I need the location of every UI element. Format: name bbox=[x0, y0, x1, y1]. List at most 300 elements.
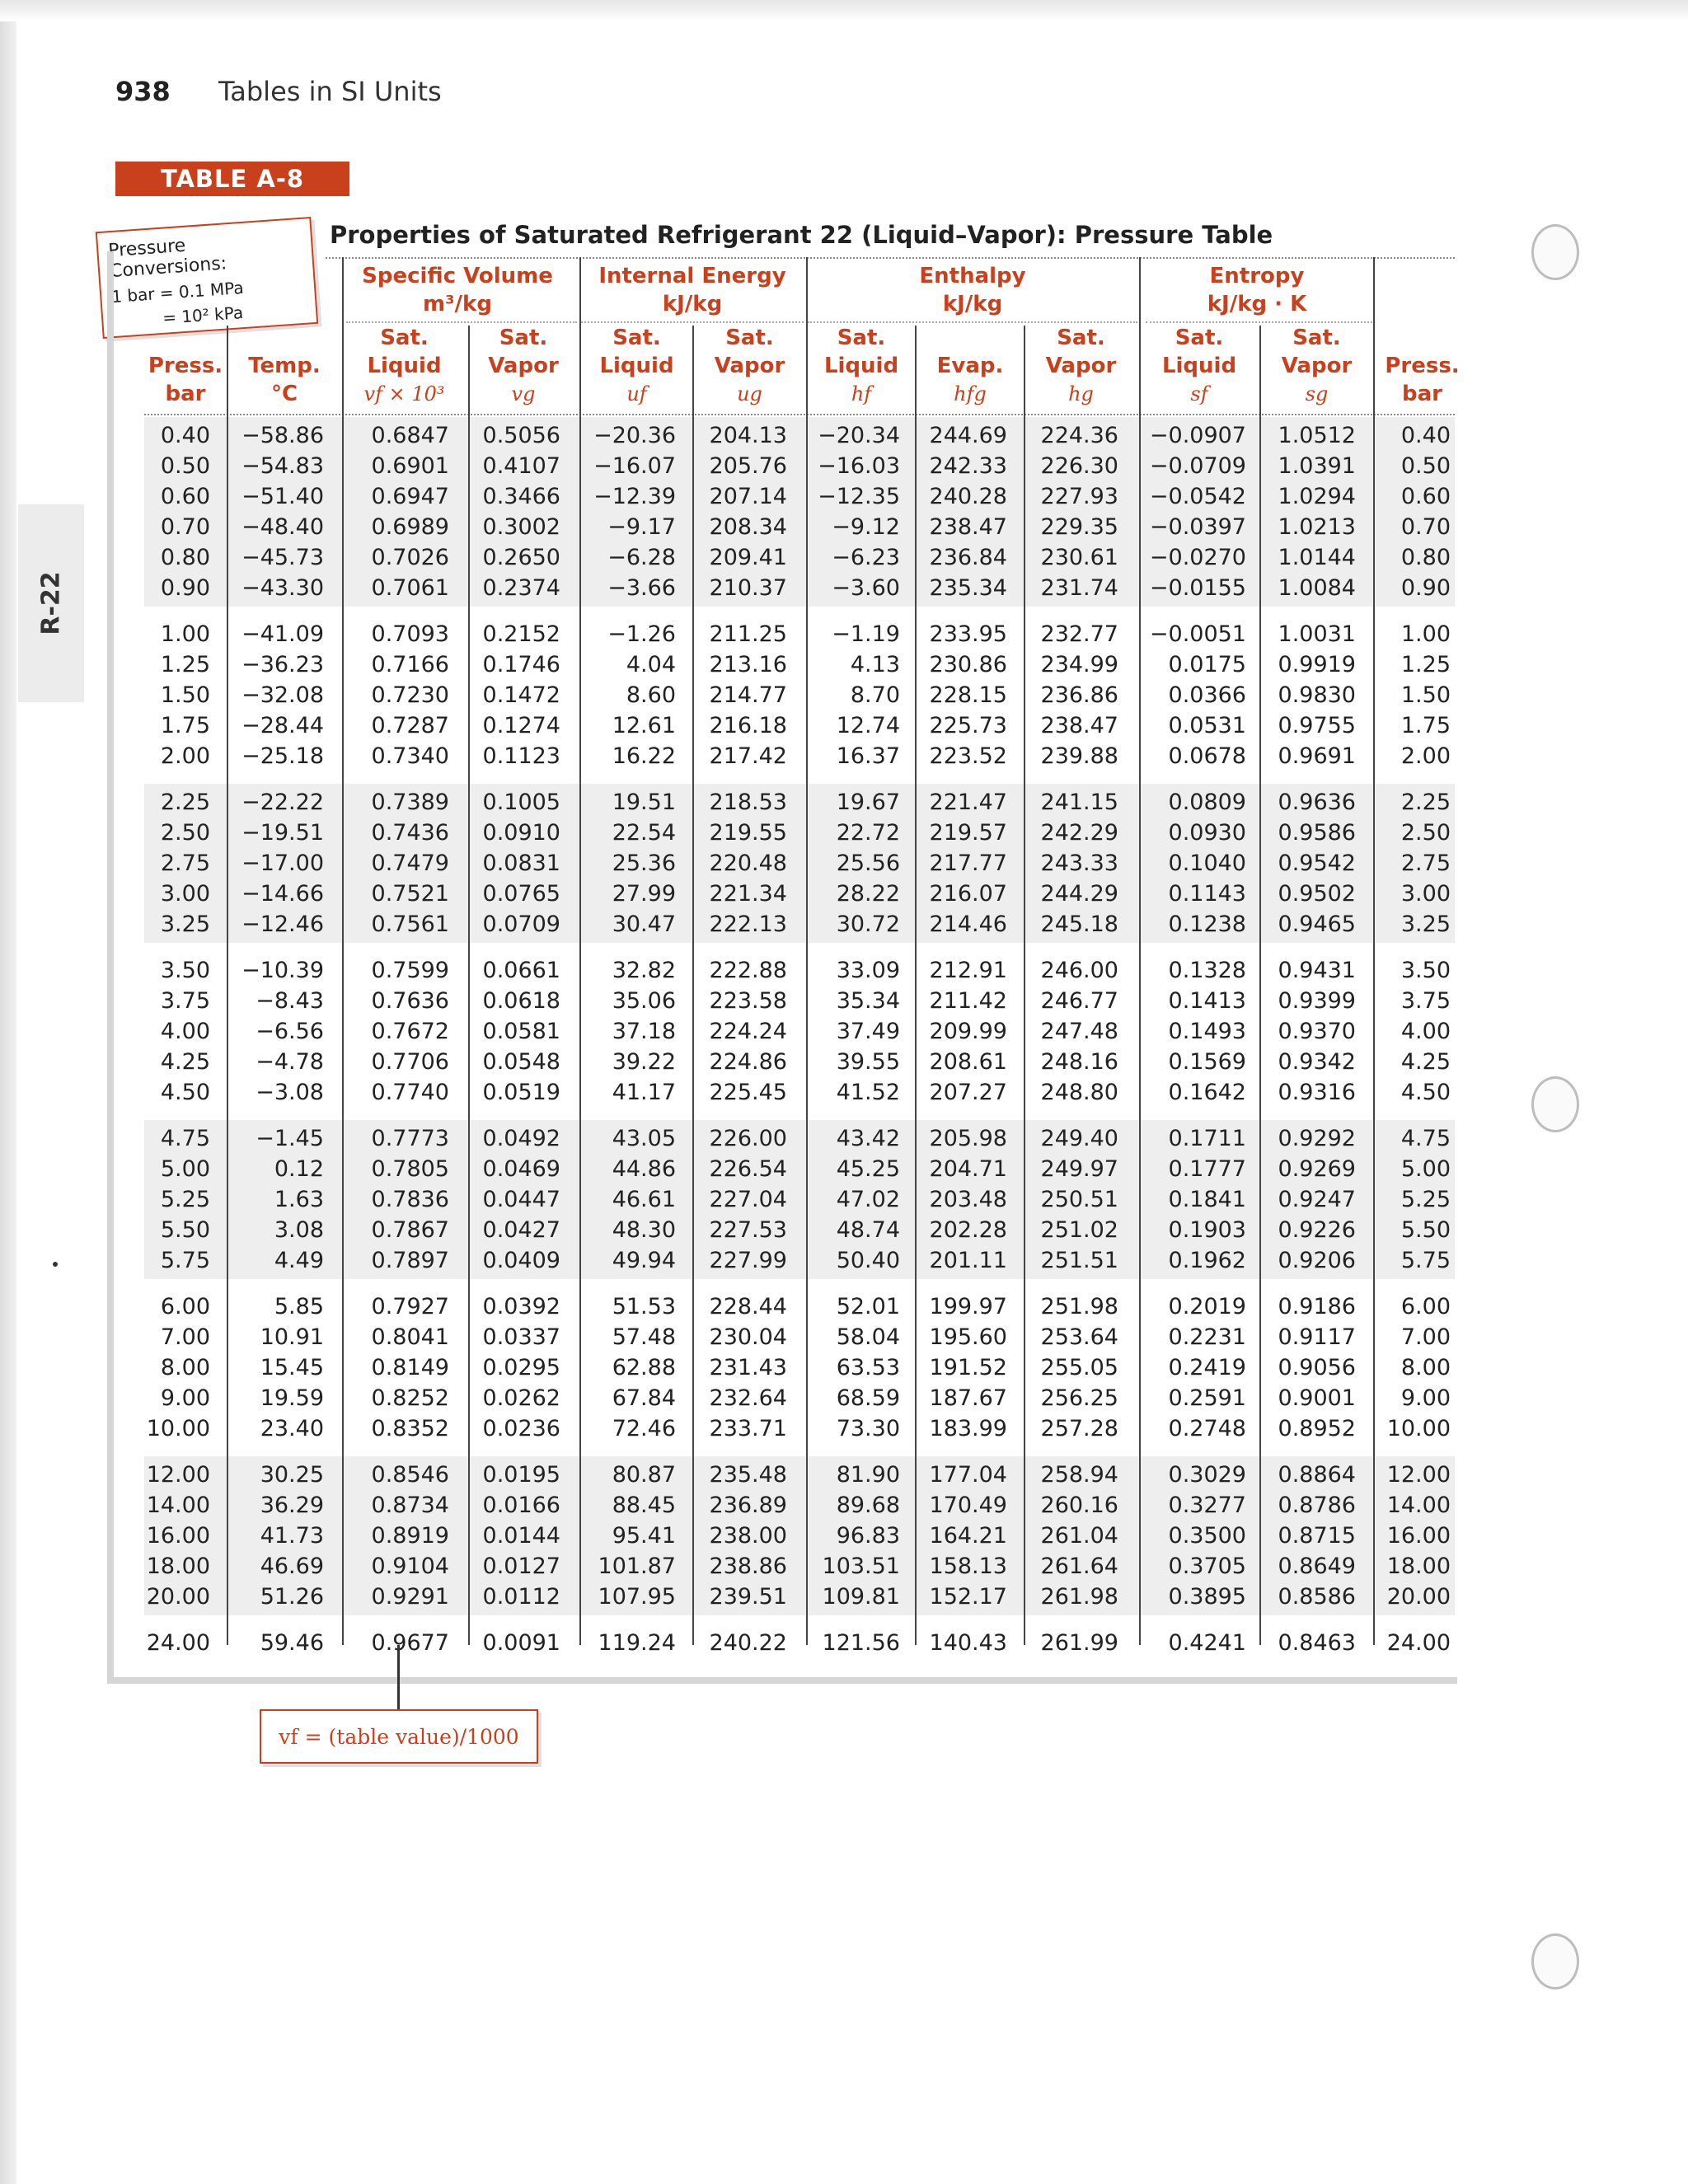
cell-hfg: 177.04 bbox=[929, 1462, 1007, 1488]
table-row bbox=[0, 1215, 1688, 1245]
cell-vf: 0.7836 bbox=[371, 1187, 449, 1212]
cell-hfg: 195.60 bbox=[929, 1324, 1007, 1350]
cell-pressure-right: 18.00 bbox=[1386, 1554, 1451, 1579]
cell-vg: 0.0661 bbox=[482, 958, 560, 983]
group-units: kJ/kg bbox=[662, 292, 723, 316]
cell-vf: 0.6947 bbox=[371, 484, 449, 509]
table-row bbox=[0, 986, 1688, 1016]
cell-temperature: −25.18 bbox=[241, 743, 324, 769]
cell-hg: 242.29 bbox=[1040, 820, 1118, 846]
cell-vg: 0.0236 bbox=[482, 1416, 560, 1441]
cell-hf: 81.90 bbox=[836, 1462, 900, 1488]
cell-pressure: 24.00 bbox=[146, 1630, 210, 1656]
col-head-symbol: vg bbox=[511, 382, 536, 405]
table-row bbox=[0, 818, 1688, 848]
cell-hg: 251.98 bbox=[1040, 1294, 1118, 1319]
cell-uf: 95.41 bbox=[612, 1523, 676, 1549]
cell-uf: 62.88 bbox=[612, 1355, 676, 1380]
cell-vf: 0.7773 bbox=[371, 1126, 449, 1151]
col-head-symbol: hf bbox=[851, 382, 872, 405]
cell-sg: 0.9431 bbox=[1278, 958, 1356, 983]
cell-vf: 0.7805 bbox=[371, 1156, 449, 1182]
page-edge-top bbox=[0, 0, 1688, 21]
cell-hfg: 223.52 bbox=[929, 743, 1007, 769]
cell-vg: 0.4107 bbox=[482, 453, 560, 479]
cell-pressure: 3.50 bbox=[160, 958, 210, 983]
header-bottom-rule bbox=[144, 414, 1455, 415]
cell-hg: 226.30 bbox=[1040, 453, 1118, 479]
col-head-symbol: sg bbox=[1305, 382, 1329, 405]
cell-vg: 0.1472 bbox=[482, 682, 560, 708]
cell-pressure: 5.25 bbox=[160, 1187, 210, 1212]
table-row bbox=[0, 1460, 1688, 1490]
cell-pressure-right: 16.00 bbox=[1386, 1523, 1451, 1549]
cell-hf: 73.30 bbox=[836, 1416, 900, 1441]
col-head-line2: Liquid bbox=[599, 354, 674, 378]
cell-hg: 227.93 bbox=[1040, 484, 1118, 509]
group-rule bbox=[346, 321, 577, 323]
cell-hg: 260.16 bbox=[1040, 1493, 1118, 1518]
cell-hfg: 191.52 bbox=[929, 1355, 1007, 1380]
cell-pressure-right: 4.75 bbox=[1400, 1126, 1451, 1151]
cell-hf: 121.56 bbox=[822, 1630, 900, 1656]
cell-hfg: 212.91 bbox=[929, 958, 1007, 983]
cell-ug: 232.64 bbox=[709, 1385, 787, 1411]
cell-sf: −0.0397 bbox=[1149, 514, 1246, 540]
cell-hf: 89.68 bbox=[836, 1493, 900, 1518]
footnote-box: vf = (table value)/1000 bbox=[260, 1709, 538, 1764]
cell-pressure-right: 12.00 bbox=[1386, 1462, 1451, 1488]
cell-uf: 119.24 bbox=[598, 1630, 676, 1656]
col-head-symbol: vf × 10³ bbox=[363, 382, 445, 405]
col-head-line2: bar bbox=[1402, 382, 1442, 406]
cell-uf: 101.87 bbox=[598, 1554, 676, 1579]
cell-vf: 0.6901 bbox=[371, 453, 449, 479]
cell-vg: 0.0709 bbox=[482, 912, 560, 937]
cell-temperature: −3.08 bbox=[256, 1080, 324, 1105]
cell-uf: 12.61 bbox=[612, 713, 676, 738]
cell-pressure-right: 14.00 bbox=[1386, 1493, 1451, 1518]
cell-vg: 0.0447 bbox=[482, 1187, 560, 1212]
cell-sf: −0.0907 bbox=[1149, 423, 1246, 448]
cell-vf: 0.7230 bbox=[371, 682, 449, 708]
cell-ug: 228.44 bbox=[709, 1294, 787, 1319]
cell-pressure-right: 4.50 bbox=[1400, 1080, 1451, 1105]
cell-sg: 0.9465 bbox=[1278, 912, 1356, 937]
cell-pressure: 14.00 bbox=[146, 1493, 210, 1518]
cell-vg: 0.0492 bbox=[482, 1126, 560, 1151]
cell-sf: 0.1238 bbox=[1168, 912, 1246, 937]
cell-vg: 0.0618 bbox=[482, 988, 560, 1014]
cell-pressure-right: 9.00 bbox=[1400, 1385, 1451, 1411]
cell-sf: 0.1328 bbox=[1168, 958, 1246, 983]
cell-uf: 39.22 bbox=[612, 1049, 676, 1075]
col-head-line2: bar bbox=[165, 382, 206, 406]
cell-uf: −12.39 bbox=[593, 484, 676, 509]
group-label: Enthalpy bbox=[919, 264, 1026, 288]
group-label: Specific Volume bbox=[362, 264, 553, 288]
col-head-line2: Vapor bbox=[714, 354, 785, 378]
cell-pressure-right: 6.00 bbox=[1400, 1294, 1451, 1319]
cell-pressure-right: 2.00 bbox=[1400, 743, 1451, 769]
table-row bbox=[0, 1628, 1688, 1658]
cell-vf: 0.9677 bbox=[371, 1630, 449, 1656]
table-row bbox=[0, 542, 1688, 573]
cell-vf: 0.7093 bbox=[371, 621, 449, 647]
cell-sg: 0.8649 bbox=[1278, 1554, 1356, 1579]
col-head-pressure bbox=[144, 352, 227, 408]
cell-pressure-right: 1.75 bbox=[1400, 713, 1451, 738]
group-units: kJ/kg bbox=[942, 292, 1003, 316]
cell-uf: 51.53 bbox=[612, 1294, 676, 1319]
cell-hg: 253.64 bbox=[1040, 1324, 1118, 1350]
cell-ug: 213.16 bbox=[709, 652, 787, 677]
cell-temperature: 41.73 bbox=[260, 1523, 324, 1549]
cell-hg: 248.80 bbox=[1040, 1080, 1118, 1105]
cell-vf: 0.8734 bbox=[371, 1493, 449, 1518]
group-label: Entropy bbox=[1209, 264, 1305, 288]
cell-vg: 0.0765 bbox=[482, 881, 560, 907]
cell-temperature: −41.09 bbox=[241, 621, 324, 647]
col-head-symbol: sf bbox=[1190, 382, 1208, 405]
column-rule bbox=[806, 257, 808, 1645]
cell-hf: 68.59 bbox=[836, 1385, 900, 1411]
cell-hg: 261.99 bbox=[1040, 1630, 1118, 1656]
cell-temperature: −1.45 bbox=[256, 1126, 324, 1151]
cell-sg: 0.9056 bbox=[1278, 1355, 1356, 1380]
cell-temperature: −48.40 bbox=[241, 514, 324, 540]
cell-uf: −9.17 bbox=[607, 514, 676, 540]
cell-sg: 0.9226 bbox=[1278, 1217, 1356, 1243]
cell-vg: 0.0519 bbox=[482, 1080, 560, 1105]
cell-pressure: 2.25 bbox=[160, 790, 210, 815]
cell-hf: 58.04 bbox=[836, 1324, 900, 1350]
cell-sf: 0.3895 bbox=[1168, 1584, 1246, 1610]
cell-hfg: 216.07 bbox=[929, 881, 1007, 907]
cell-hfg: 209.99 bbox=[929, 1019, 1007, 1044]
column-rule bbox=[227, 326, 228, 1645]
col-head-line1: Temp. bbox=[248, 354, 321, 378]
cell-pressure-right: 10.00 bbox=[1386, 1416, 1451, 1441]
table-row bbox=[0, 1245, 1688, 1276]
cell-hfg: 183.99 bbox=[929, 1416, 1007, 1441]
side-tab-label: R-22 bbox=[36, 571, 66, 635]
cell-hg: 232.77 bbox=[1040, 621, 1118, 647]
cell-vf: 0.7479 bbox=[371, 851, 449, 876]
cell-ug: 226.00 bbox=[709, 1126, 787, 1151]
column-rule bbox=[1259, 326, 1261, 1645]
cell-ug: 231.43 bbox=[709, 1355, 787, 1380]
cell-sf: 0.2019 bbox=[1168, 1294, 1246, 1319]
cell-uf: 107.95 bbox=[598, 1584, 676, 1610]
cell-vg: 0.0295 bbox=[482, 1355, 560, 1380]
cell-sf: 0.3500 bbox=[1168, 1523, 1246, 1549]
cell-uf: 43.05 bbox=[612, 1126, 676, 1151]
cell-hf: 8.70 bbox=[850, 682, 900, 708]
col-head-line1: Sat. bbox=[725, 326, 774, 350]
cell-hg: 244.29 bbox=[1040, 881, 1118, 907]
cell-sf: −0.0155 bbox=[1149, 575, 1246, 601]
cell-temperature: 10.91 bbox=[260, 1324, 324, 1350]
column-rule bbox=[1139, 257, 1141, 1645]
cell-hfg: 207.27 bbox=[929, 1080, 1007, 1105]
table-row bbox=[0, 909, 1688, 940]
cell-hfg: 140.43 bbox=[929, 1630, 1007, 1656]
cell-ug: 224.24 bbox=[709, 1019, 787, 1044]
cell-hf: 50.40 bbox=[836, 1248, 900, 1273]
cell-vf: 0.8252 bbox=[371, 1385, 449, 1411]
cell-uf: 22.54 bbox=[612, 820, 676, 846]
cell-ug: 214.77 bbox=[709, 682, 787, 708]
cell-sg: 0.8586 bbox=[1278, 1584, 1356, 1610]
group-specific-volume bbox=[346, 262, 569, 318]
cell-hg: 248.16 bbox=[1040, 1049, 1118, 1075]
cell-ug: 239.51 bbox=[709, 1584, 787, 1610]
cell-ug: 210.37 bbox=[709, 575, 787, 601]
cell-temperature: 46.69 bbox=[260, 1554, 324, 1579]
table-row bbox=[0, 649, 1688, 680]
cell-vg: 0.0831 bbox=[482, 851, 560, 876]
cell-sg: 1.0144 bbox=[1278, 545, 1356, 570]
cell-hg: 236.86 bbox=[1040, 682, 1118, 708]
cell-sg: 0.9186 bbox=[1278, 1294, 1356, 1319]
cell-hg: 241.15 bbox=[1040, 790, 1118, 815]
cell-ug: 222.88 bbox=[709, 958, 787, 983]
table-row bbox=[0, 955, 1688, 986]
cell-pressure-right: 3.00 bbox=[1400, 881, 1451, 907]
cell-hf: 33.09 bbox=[836, 958, 900, 983]
cell-ug: 223.58 bbox=[709, 988, 787, 1014]
cell-temperature: −36.23 bbox=[241, 652, 324, 677]
cell-pressure-right: 2.50 bbox=[1400, 820, 1451, 846]
cell-ug: 235.48 bbox=[709, 1462, 787, 1488]
cell-vf: 0.8919 bbox=[371, 1523, 449, 1549]
cell-vf: 0.7166 bbox=[371, 652, 449, 677]
cell-sf: 0.0930 bbox=[1168, 820, 1246, 846]
cell-sg: 0.9755 bbox=[1278, 713, 1356, 738]
cell-uf: 57.48 bbox=[612, 1324, 676, 1350]
cell-temperature: 36.29 bbox=[260, 1493, 324, 1518]
cell-sg: 0.9636 bbox=[1278, 790, 1356, 815]
cell-sf: −0.0270 bbox=[1149, 545, 1246, 570]
cell-vg: 0.0144 bbox=[482, 1523, 560, 1549]
cell-pressure-right: 5.00 bbox=[1400, 1156, 1451, 1182]
cell-hfg: 152.17 bbox=[929, 1584, 1007, 1610]
cell-pressure-right: 0.80 bbox=[1400, 545, 1451, 570]
cell-vf: 0.8149 bbox=[371, 1355, 449, 1380]
cell-sf: 0.0175 bbox=[1168, 652, 1246, 677]
cell-ug: 225.45 bbox=[709, 1080, 787, 1105]
cell-hg: 231.74 bbox=[1040, 575, 1118, 601]
cell-uf: −16.07 bbox=[593, 453, 676, 479]
cell-vg: 0.0427 bbox=[482, 1217, 560, 1243]
table-title: Properties of Saturated Refrigerant 22 (Liquid–Vapor): Pressure Table bbox=[330, 221, 1273, 249]
cell-hf: 22.72 bbox=[836, 820, 900, 846]
cell-pressure-right: 20.00 bbox=[1386, 1584, 1451, 1610]
cell-sg: 0.9117 bbox=[1278, 1324, 1356, 1350]
cell-sf: −0.0709 bbox=[1149, 453, 1246, 479]
col-head-line1: Sat. bbox=[612, 326, 661, 350]
cell-sf: 0.2231 bbox=[1168, 1324, 1246, 1350]
page-number: 938 bbox=[115, 76, 171, 107]
cell-vg: 0.0469 bbox=[482, 1156, 560, 1182]
cell-pressure: 0.40 bbox=[160, 423, 210, 448]
col-head-line1: Sat. bbox=[837, 326, 886, 350]
cell-pressure: 10.00 bbox=[146, 1416, 210, 1441]
cell-uf: 35.06 bbox=[612, 988, 676, 1014]
col-head-line2: Vapor bbox=[1281, 354, 1353, 378]
cell-vg: 0.2152 bbox=[482, 621, 560, 647]
cell-hg: 257.28 bbox=[1040, 1416, 1118, 1441]
cell-hfg: 217.77 bbox=[929, 851, 1007, 876]
cell-temperature: −28.44 bbox=[241, 713, 324, 738]
cell-pressure: 0.80 bbox=[160, 545, 210, 570]
cell-uf: −6.28 bbox=[607, 545, 676, 570]
cell-uf: 8.60 bbox=[626, 682, 676, 708]
column-rule bbox=[579, 257, 581, 1645]
cell-sf: 0.1711 bbox=[1168, 1126, 1246, 1151]
cell-uf: 27.99 bbox=[612, 881, 676, 907]
cell-pressure: 3.25 bbox=[160, 912, 210, 937]
cell-hf: 28.22 bbox=[836, 881, 900, 907]
cell-pressure: 2.50 bbox=[160, 820, 210, 846]
cell-hfg: 221.47 bbox=[929, 790, 1007, 815]
cell-hfg: 187.67 bbox=[929, 1385, 1007, 1411]
cell-hf: −12.35 bbox=[818, 484, 900, 509]
cell-ug: 224.86 bbox=[709, 1049, 787, 1075]
cell-hf: 35.34 bbox=[836, 988, 900, 1014]
cell-vf: 0.7740 bbox=[371, 1080, 449, 1105]
cell-pressure: 18.00 bbox=[146, 1554, 210, 1579]
cell-sf: 0.4241 bbox=[1168, 1630, 1246, 1656]
col-head-line2: Liquid bbox=[367, 354, 442, 378]
table-row bbox=[0, 481, 1688, 512]
cell-hf: 19.67 bbox=[836, 790, 900, 815]
table-row bbox=[0, 848, 1688, 879]
cell-hf: 41.52 bbox=[836, 1080, 900, 1105]
group-units: kJ/kg · K bbox=[1207, 292, 1307, 316]
col-head-line2: Vapor bbox=[488, 354, 559, 378]
cell-ug: 227.99 bbox=[709, 1248, 787, 1273]
cell-hf: 39.55 bbox=[836, 1049, 900, 1075]
cell-vf: 0.7287 bbox=[371, 713, 449, 738]
col-head-temperature bbox=[231, 352, 338, 408]
cell-ug: 216.18 bbox=[709, 713, 787, 738]
cell-pressure-right: 4.25 bbox=[1400, 1049, 1451, 1075]
cell-vg: 0.1746 bbox=[482, 652, 560, 677]
cell-sg: 0.9542 bbox=[1278, 851, 1356, 876]
cell-hf: 12.74 bbox=[836, 713, 900, 738]
cell-ug: 227.53 bbox=[709, 1217, 787, 1243]
cell-temperature: 23.40 bbox=[260, 1416, 324, 1441]
table-row bbox=[0, 1383, 1688, 1413]
cell-vf: 0.7927 bbox=[371, 1294, 449, 1319]
cell-uf: 4.04 bbox=[626, 652, 676, 677]
cell-pressure-right: 5.50 bbox=[1400, 1217, 1451, 1243]
cell-pressure: 7.00 bbox=[160, 1324, 210, 1350]
cell-hf: −9.12 bbox=[832, 514, 900, 540]
cell-uf: 67.84 bbox=[612, 1385, 676, 1411]
cell-hfg: 230.86 bbox=[929, 652, 1007, 677]
cell-hg: 239.88 bbox=[1040, 743, 1118, 769]
cell-vf: 0.7026 bbox=[371, 545, 449, 570]
cell-hfg: 204.71 bbox=[929, 1156, 1007, 1182]
cell-pressure-right: 2.75 bbox=[1400, 851, 1451, 876]
cell-pressure: 4.00 bbox=[160, 1019, 210, 1044]
cell-sg: 0.9586 bbox=[1278, 820, 1356, 846]
cell-uf: 30.47 bbox=[612, 912, 676, 937]
cell-sf: 0.1841 bbox=[1168, 1187, 1246, 1212]
cell-hg: 246.00 bbox=[1040, 958, 1118, 983]
cell-uf: 46.61 bbox=[612, 1187, 676, 1212]
cell-hfg: 211.42 bbox=[929, 988, 1007, 1014]
table-row bbox=[0, 1490, 1688, 1521]
cell-temperature: 30.25 bbox=[260, 1462, 324, 1488]
cell-uf: 72.46 bbox=[612, 1416, 676, 1441]
footnote-pointer bbox=[397, 1645, 400, 1709]
cell-hfg: 203.48 bbox=[929, 1187, 1007, 1212]
cell-sf: 0.1143 bbox=[1168, 881, 1246, 907]
cell-hfg: 233.95 bbox=[929, 621, 1007, 647]
cell-sf: 0.0366 bbox=[1168, 682, 1246, 708]
cell-sg: 1.0294 bbox=[1278, 484, 1356, 509]
cell-vg: 0.3002 bbox=[482, 514, 560, 540]
cell-pressure: 20.00 bbox=[146, 1584, 210, 1610]
cell-temperature: 4.49 bbox=[274, 1248, 324, 1273]
cell-hg: 230.61 bbox=[1040, 545, 1118, 570]
cell-pressure: 3.00 bbox=[160, 881, 210, 907]
cell-hf: 4.13 bbox=[850, 652, 900, 677]
cell-hf: 52.01 bbox=[836, 1294, 900, 1319]
cell-sg: 1.0084 bbox=[1278, 575, 1356, 601]
cell-temperature: 59.46 bbox=[260, 1630, 324, 1656]
cell-vg: 0.2650 bbox=[482, 545, 560, 570]
cell-pressure-right: 0.50 bbox=[1400, 453, 1451, 479]
cell-ug: 233.71 bbox=[709, 1416, 787, 1441]
cell-hfg: 214.46 bbox=[929, 912, 1007, 937]
conversion-line-2: = 10² kPa bbox=[162, 302, 244, 328]
col-head-uf bbox=[581, 324, 692, 408]
table-label-badge: TABLE A-8 bbox=[115, 162, 349, 196]
cell-hfg: 205.98 bbox=[929, 1126, 1007, 1151]
cell-hfg: 199.97 bbox=[929, 1294, 1007, 1319]
cell-sg: 0.9370 bbox=[1278, 1019, 1356, 1044]
cell-vf: 0.9291 bbox=[371, 1584, 449, 1610]
cell-vf: 0.7867 bbox=[371, 1217, 449, 1243]
cell-hfg: 164.21 bbox=[929, 1523, 1007, 1549]
cell-pressure: 0.60 bbox=[160, 484, 210, 509]
cell-vg: 0.0392 bbox=[482, 1294, 560, 1319]
cell-uf: 48.30 bbox=[612, 1217, 676, 1243]
col-head-sf bbox=[1142, 324, 1257, 408]
col-head-symbol: uf bbox=[626, 382, 647, 405]
cell-sf: −0.0542 bbox=[1149, 484, 1246, 509]
table-row bbox=[0, 1154, 1688, 1184]
cell-vf: 0.7672 bbox=[371, 1019, 449, 1044]
cell-hf: −3.60 bbox=[832, 575, 900, 601]
cell-vg: 0.5056 bbox=[482, 423, 560, 448]
cell-sf: 0.0809 bbox=[1168, 790, 1246, 815]
cell-ug: 222.13 bbox=[709, 912, 787, 937]
cell-sf: 0.1040 bbox=[1168, 851, 1246, 876]
cell-hf: −16.03 bbox=[818, 453, 900, 479]
cell-uf: 19.51 bbox=[612, 790, 676, 815]
cell-ug: 217.42 bbox=[709, 743, 787, 769]
cell-sg: 0.9206 bbox=[1278, 1248, 1356, 1273]
cell-temperature: 5.85 bbox=[274, 1294, 324, 1319]
cell-hf: −1.19 bbox=[832, 621, 900, 647]
cell-sf: 0.3029 bbox=[1168, 1462, 1246, 1488]
